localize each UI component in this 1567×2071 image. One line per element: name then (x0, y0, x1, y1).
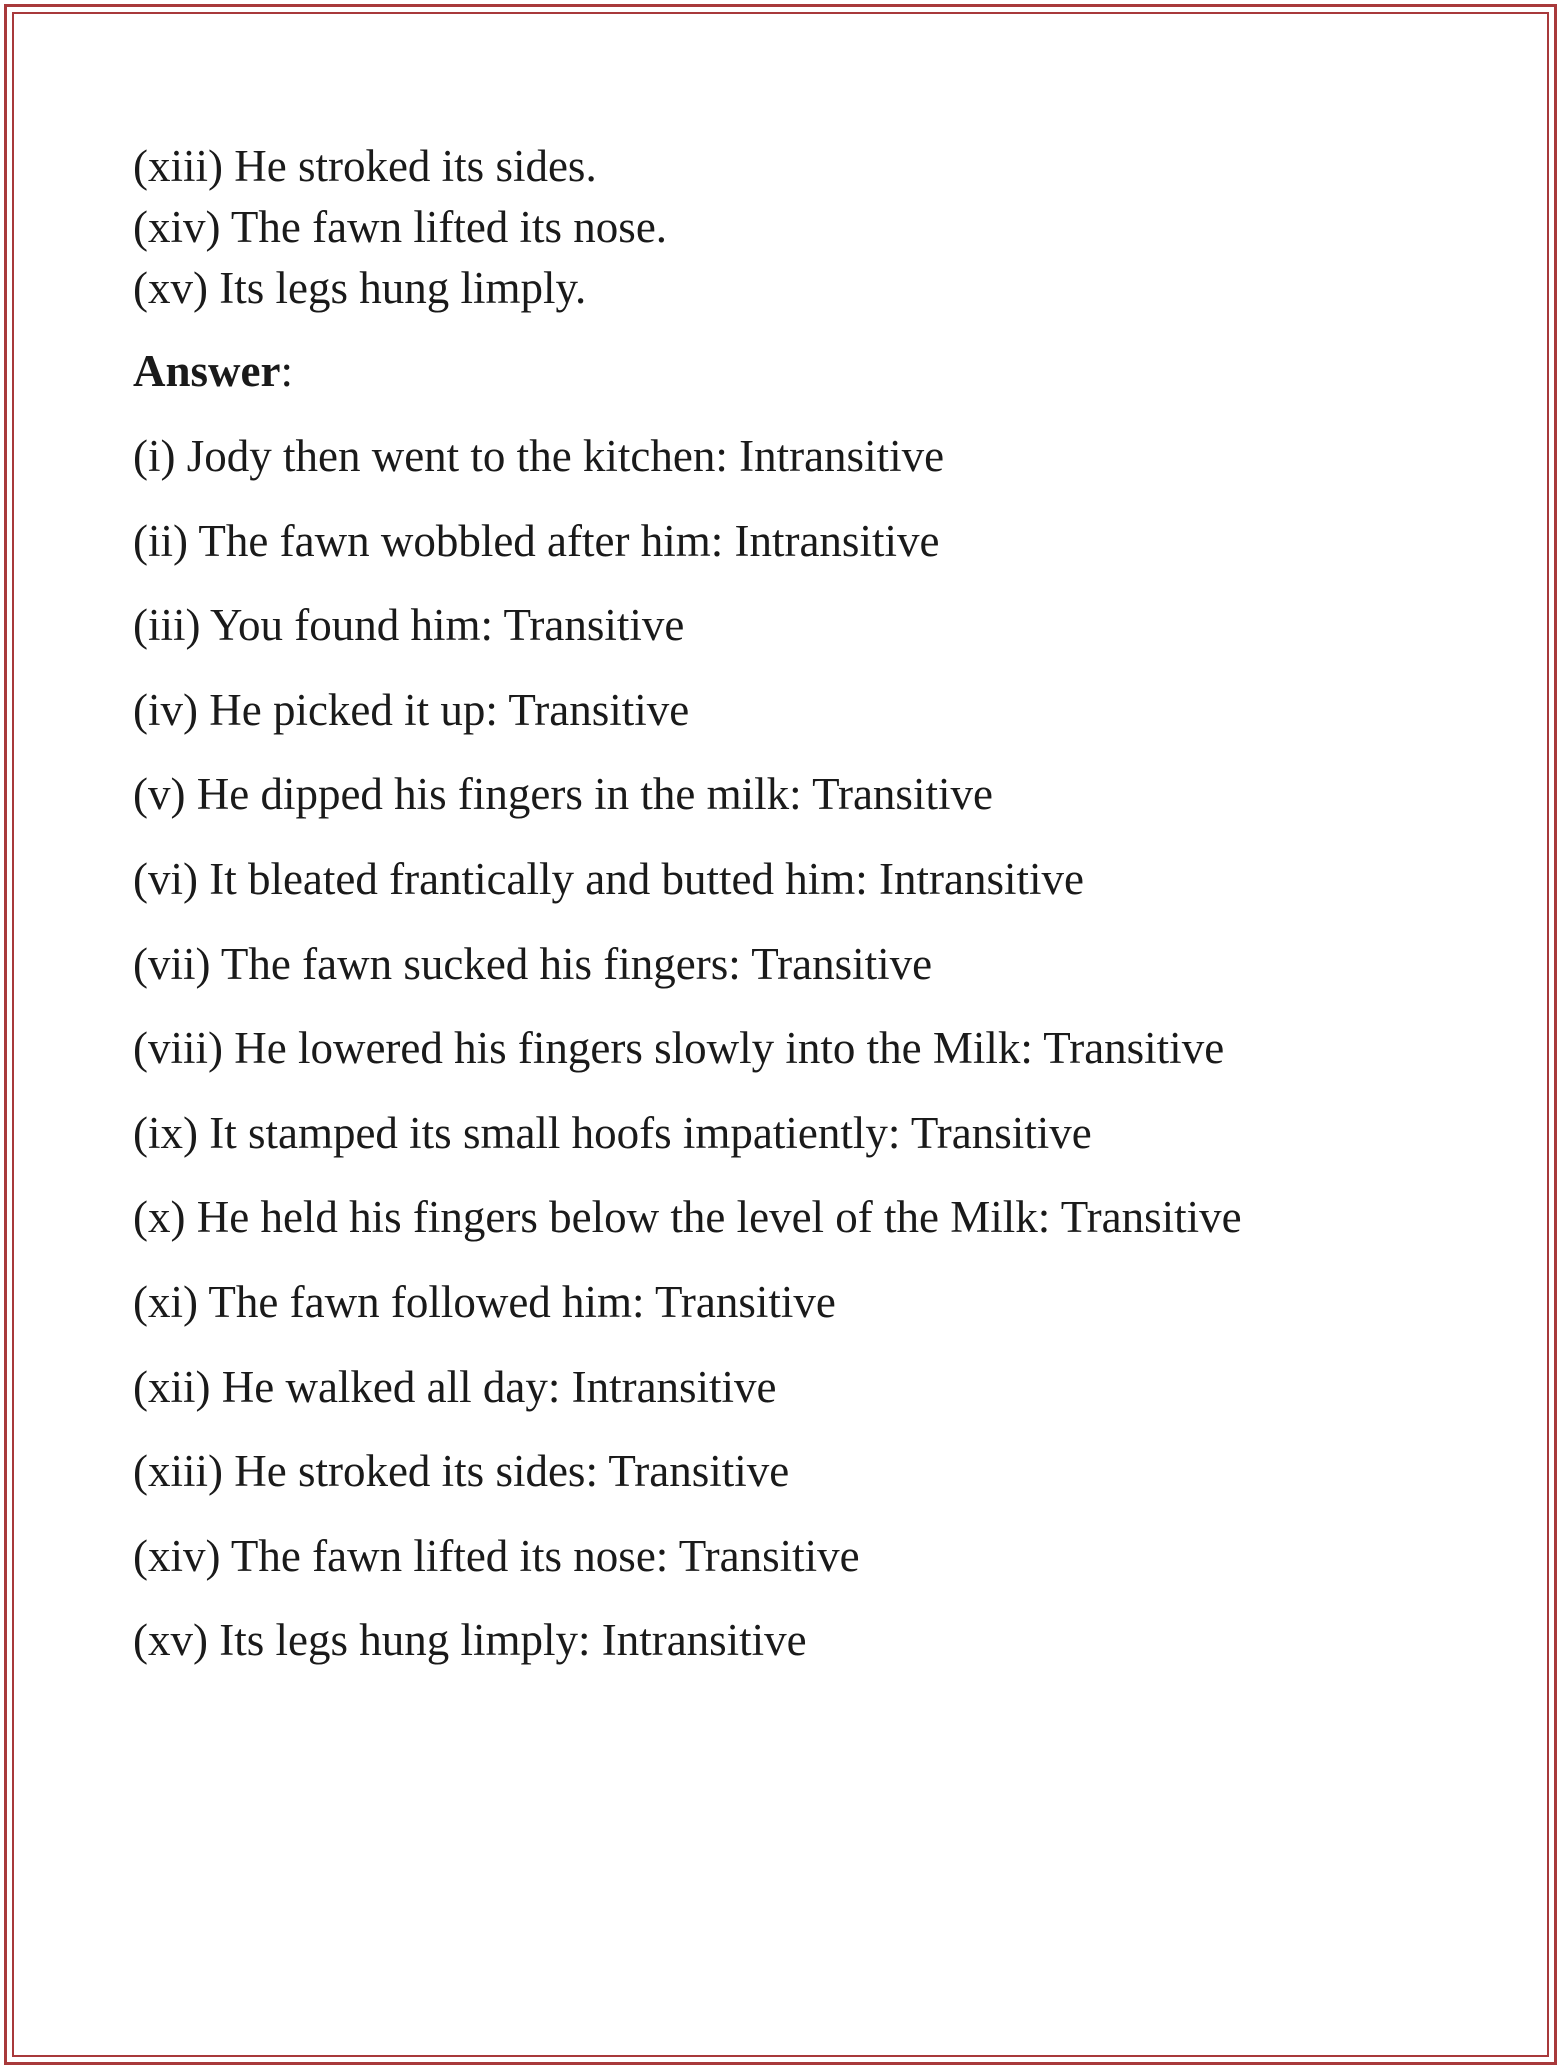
answer-list (133, 426, 1463, 1671)
answer-item: (xiv) The fawn lifted its nose: Transitive (133, 1530, 860, 1581)
answer-heading-label: Answer (133, 346, 281, 396)
answer-item: (vii) The fawn sucked his fingers: Transitive (133, 938, 933, 989)
answer-item: (ii) The fawn wobbled after him: Intransitive (133, 515, 940, 566)
answer-item: (ix) It stamped its small hoofs impatiently: Transitive (133, 1107, 1092, 1158)
answer-item: (xiii) He stroked its sides: Transitive (133, 1446, 790, 1497)
question-item: (xiii) He stroked its sides. (133, 141, 597, 191)
answer-heading (133, 341, 1463, 402)
answer-item: (i) Jody then went to the kitchen: Intransitive (133, 431, 945, 481)
answer-item: (xi) The fawn followed him: Transitive (133, 1276, 836, 1327)
answer-item: (x) He held his fingers below the level of the Milk: Transitive (133, 1192, 1242, 1243)
answer-heading-colon: : (280, 346, 293, 396)
question-item: (xiv) The fawn lifted its nose. (133, 202, 668, 252)
answer-item: (viii) He lowered his fingers slowly into the Milk: Transitive (133, 1023, 1225, 1074)
document-content (133, 136, 1463, 1695)
answer-item: (xv) Its legs hung limply: Intransitive (133, 1615, 807, 1666)
answer-item: (xii) He walked all day: Intransitive (133, 1361, 777, 1412)
answer-item: (vi) It bleated frantically and butted him: Intransitive (133, 853, 1084, 904)
question-item: (xv) Its legs hung limply. (133, 263, 587, 313)
answer-item: (v) He dipped his fingers in the milk: Transitive (133, 769, 993, 820)
answer-item: (iii) You found him: Transitive (133, 600, 685, 651)
question-list (133, 136, 1463, 319)
answer-item: (iv) He picked it up: Transitive (133, 684, 690, 735)
